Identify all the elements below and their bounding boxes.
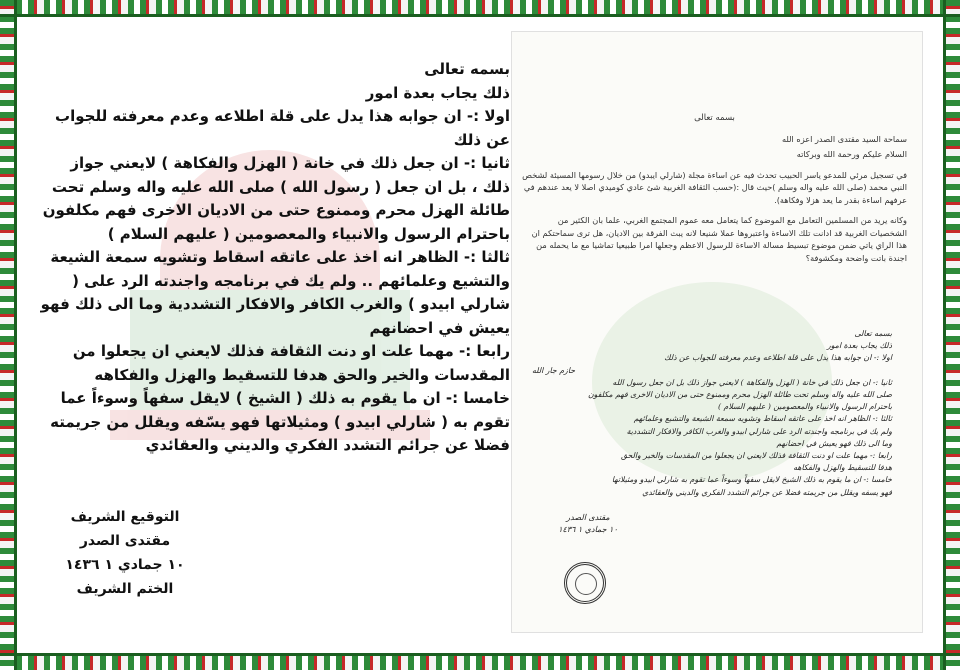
hand-line: وما الى ذلك فهو يعيش في احضانهم xyxy=(776,438,892,448)
hand-line: خامسا :- ان ما يقوم به ذلك الشيخ لايقل سفهاً وسوءاً عما تقوم به شارلي ابيدو ومثيلاتها xyxy=(611,475,892,485)
hand-line: حازم جار الله xyxy=(532,365,576,375)
hand-line: فهو يسفه ويقلل من جريمته فضلا عن جرائم التشدد الفكري والديني والعقائدي xyxy=(642,487,892,497)
typed-line: ذلك يجاب بعدة امور xyxy=(365,83,510,102)
scan-line: وكانه يريد من المسلمين التعامل مع الموضوع كما يتعامل معه عموم المجتمع الغربي، علما بان الكثير من الشخصيات الغربية قد ادانت تلك الاساءة واعتبروها عملا شنيعا لانه يبث الفرقة بين الاديان، هل ترى سماحتكم ان هذا الراي ياتي ضمن موضوع تبسيط مسالة الاساءة للرسول الاعظم وجعلها امرا طبيعيا تماشيا مع ما يحمله من اجندة باتت واضحة ومكشوفة؟ xyxy=(531,215,907,263)
scan-line: السلام عليكم ورحمة الله وبركاته xyxy=(796,149,907,159)
hand-line: باحترام الرسول والانبياء والمعصومين ( عليهم السلام ) xyxy=(718,402,892,412)
decorative-border-left xyxy=(0,0,14,670)
border-line-right xyxy=(943,0,946,670)
hand-line: صلى الله عليه واله وسلم تحت طائلة الهزل محرم وممنوع حتى من الاديان الاخرى فهم مكلفون xyxy=(587,390,892,400)
typed-answer-text xyxy=(40,58,510,458)
decorative-border-right xyxy=(946,0,960,670)
scanned-letter-image xyxy=(512,32,922,632)
decorative-border-bottom xyxy=(0,656,960,670)
hand-line: ثالثا :- الظاهر انه اخذ على عاتقه اسقاط وتشويه سمعة الشيعة والتشيع وعلمائهم xyxy=(633,414,892,424)
signature-line: مقتدى الصدر xyxy=(79,533,171,549)
border-line-top xyxy=(0,14,960,17)
typed-signature-block xyxy=(60,505,190,601)
hand-line: اولا :- ان جوابه هذا يدل على قلة اطلاعه وعدم معرفته للجواب عن ذلك xyxy=(664,353,892,363)
typed-line: ثانيا :- ان جعل ذلك في خانة ( الهزل والفكاهة ) لايعني جواز ذلك ، بل ان جعل ( رسول الله ) صلى الله عليه واله وسلم تحت طائلة الهزل محرم وممنوع حتى من الاديان الاخرى فهم مكلفون باحترام الرسول والانبياء والمعصومين ( عليهم السلام ) xyxy=(42,154,510,243)
hand-line: بسمه تعالى xyxy=(854,329,892,338)
handwritten-signature xyxy=(558,512,618,536)
hand-line: ذلك يجاب بعدة امور xyxy=(826,341,892,351)
hand-line: ثانيا :- ان جعل ذلك في خانة ( الهزل والفكاهة ) لايعني جواز ذلك بل ان جعل رسول الله xyxy=(612,377,892,387)
border-line-left xyxy=(14,0,17,670)
scan-line: في تسجيل مرئي للمدعو ياسر الحبيب تحدث فيه عن اساءة مجلة (شارلي ايبدو) من خلال رسومها المسيئة لشخص النبي محمد (صلى الله عليه واله وسلم )حيث قال :(حسب الثقافة الغربية شئ عادي كوميدي اصلا لا يعد عندهم في عرفهم اساءة بقدر ما يعد هزلا وفكاهة). xyxy=(522,169,907,205)
hand-line: رابعا :- مهما علت او دنت الثقافة فذلك لايعني ان يجعلوا من المقدسات والخير والحق xyxy=(620,451,892,461)
typed-line: خامسا :- ان ما يقوم به ذلك ( الشيخ ) لايقل سفهاً وسوءاً عما تقوم به ( شارلي ابيدو ) ومثيلاتها فهو يسّفه ويقلل من جريمته فضلا عن جرائم التشدد الفكري والديني والعقائدي xyxy=(50,389,510,454)
typed-line: رابعا :- مهما علت او دنت الثقافة فذلك لايعني ان يجعلوا من المقدسات والخير والحق هدفا للتسقيط والهزل والفكاهه xyxy=(72,342,510,384)
scan-header: بسمه تعالى xyxy=(694,113,735,123)
scanned-question-text xyxy=(522,112,907,267)
hand-line: ولم يك في برنامجه واجندته الرد على شارلي ابيدو والغرب الكافر والافكار التشددية xyxy=(626,426,892,436)
typed-line: ثالثا :- الظاهر انه اخذ على عاتقه اسقاط وتشويه سمعة الشيعة والتشيع وعلمائهم .. ولم يك في برنامجه واجندته الرد على ( شارلي ابيدو ) والغرب الكافر والافكار التشددية وما الى ذلك فهو يعيش في احضانهم xyxy=(40,248,510,337)
decorative-border-top xyxy=(0,0,960,14)
hand-line: هدفا للتسقيط والهزل والفكاهه xyxy=(793,463,892,473)
official-seal-icon xyxy=(564,562,606,604)
signature-line: التوقيع الشريف xyxy=(70,509,180,525)
scan-line: سماحة السيد مقتدى الصدر اعزه الله xyxy=(781,133,907,144)
handwritten-answer xyxy=(532,328,892,499)
typed-line: اولا :- ان جوابه هذا يدل على قلة اطلاعه وعدم معرفته للجواب عن ذلك xyxy=(55,107,510,149)
scan-sig-line: مقتدى الصدر xyxy=(566,513,610,522)
signature-line: ١٠ جمادي ١ ١٤٣٦ xyxy=(65,557,185,573)
signature-line: الختم الشريف xyxy=(76,581,174,597)
typed-line: بسمه تعالى xyxy=(424,60,510,78)
scan-sig-line: ١٠ جمادي ١ ١٤٣٦ xyxy=(558,525,618,534)
border-line-bottom xyxy=(0,653,960,656)
